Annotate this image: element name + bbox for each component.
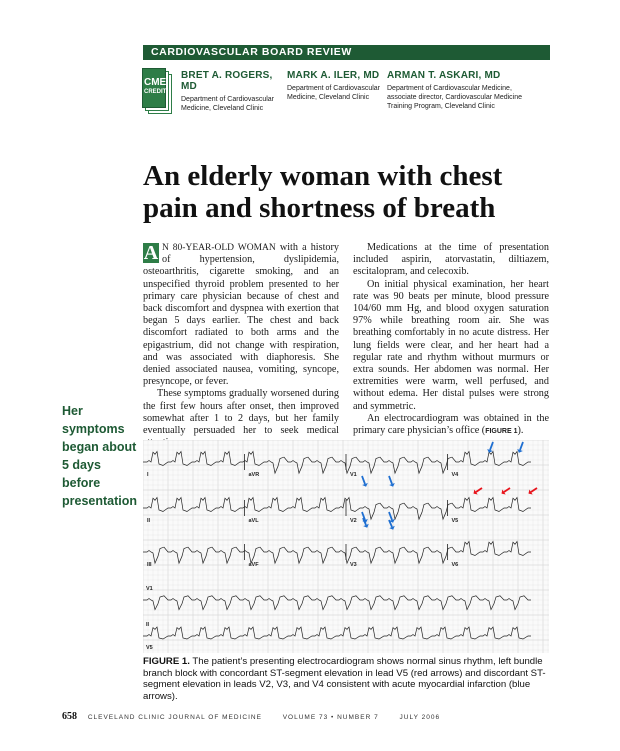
page-footer bbox=[62, 711, 562, 722]
lead-label: aVF bbox=[248, 562, 259, 568]
lead-in: N 80-YEAR-OLD WOMAN bbox=[162, 243, 276, 253]
ecg-figure bbox=[143, 440, 549, 653]
lead-label: I bbox=[147, 472, 149, 478]
lead-label: V3 bbox=[350, 562, 357, 568]
credit-label: CREDIT bbox=[144, 89, 167, 95]
lead-label: V4 bbox=[451, 472, 459, 478]
caption-text: The patient’s presenting electrocardiogram shows normal sinus rhythm, left bundle branch block with concordant ST-segment elevation in lead V5 (red arrows) and discordant ST-segment elevation in leads V2, V3, and V4 consistent with acute myocardial infarction (blue arrows). bbox=[143, 656, 546, 702]
lead-label: V5 bbox=[146, 645, 153, 651]
paragraph bbox=[353, 413, 549, 438]
cme-label: CME bbox=[144, 77, 167, 88]
left-column bbox=[143, 242, 339, 449]
section-banner: CARDIOVASCULAR BOARD REVIEW bbox=[143, 45, 550, 60]
lead-label: V1 bbox=[146, 586, 153, 592]
issue-date: JULY 2006 bbox=[399, 714, 441, 721]
figure-reference[interactable]: FIGURE 1 bbox=[485, 428, 518, 436]
paragraph-text: with a history of hypertension, dyslipidemia, osteoarthritis, cigarette smoking, and an unspecified thyroid problem presented to her primary care physician because of chest and back discomfort and dyspnea with exertion that began 5 days earlier. The chest and back discomfort radiated to both arms and the epigastrium, did not change with respiration, and was associated with diaphoresis. She denied associated nausea, vomiting, syncope, presyncope, or fever. bbox=[143, 242, 339, 388]
author-name: ARMAN T. ASKARI, MD bbox=[387, 70, 501, 81]
paragraph-text: An electrocardiogram was obtained in the primary care physician’s office ( bbox=[353, 412, 549, 437]
pull-quote: Her symptoms began about 5 days before presentation bbox=[62, 404, 138, 508]
paragraph: Medications at the time of presentation included aspirin, atorvastatin, diltiazem, escitalopram, and celecoxib. bbox=[353, 242, 549, 278]
volume-info: VOLUME 73 • NUMBER 7 bbox=[282, 714, 379, 721]
lead-label: V5 bbox=[451, 518, 459, 524]
author-1 bbox=[181, 70, 281, 113]
paragraph bbox=[143, 242, 339, 388]
right-column bbox=[353, 242, 549, 438]
lead-label: V6 bbox=[451, 562, 459, 568]
author-2 bbox=[287, 70, 382, 102]
figure-label: FIGURE 1. bbox=[143, 656, 190, 667]
paragraph: On initial physical examination, her heart rate was 90 beats per minute, blood pressure 104/60 mm Hg, and blood oxygen saturation 97% while breathing room air. She was breathing comfortably in no acute distress. Her lung fields were clear, and her heart had a regular rate and rhythm without murmurs or extra sounds. Her abdomen was normal. Her extremities were warm, well perfused, and without edema. Her distal pulses were strong and symmetric. bbox=[353, 278, 549, 412]
journal-name: CLEVELAND CLINIC JOURNAL OF MEDICINE bbox=[87, 714, 262, 721]
lead-label: II bbox=[146, 622, 150, 628]
lead-label: III bbox=[147, 562, 152, 568]
lead-label: aVR bbox=[248, 472, 260, 478]
paragraph: These symptoms gradually worsened during the first few hours after onset, then improved somewhat after 1 to 2 days, but her family eventually persuaded her to seek medical bbox=[143, 388, 339, 437]
lead-label: V1 bbox=[350, 472, 357, 478]
lead-label: II bbox=[147, 518, 151, 524]
article-title: An elderly woman with chest pain and shortness of breath bbox=[143, 160, 503, 224]
lead-label: aVL bbox=[248, 518, 259, 524]
author-3 bbox=[387, 70, 537, 111]
paragraph-text: ). bbox=[517, 425, 524, 437]
lead-label: V2 bbox=[350, 518, 357, 524]
cme-credit-badge bbox=[142, 68, 172, 116]
author-affiliation: Department of Cardiovascular Medicine, associate director, Cardiovascular Medicine Training Program, Cleveland Clinic bbox=[387, 85, 523, 110]
author-affiliation: Department of Cardiovascular Medicine, Cleveland Clinic bbox=[181, 96, 274, 112]
author-affiliation: Department of Cardiovascular Medicine, Cleveland Clinic bbox=[287, 85, 380, 101]
figure-caption bbox=[143, 656, 549, 702]
author-name: MARK A. ILER, MD bbox=[287, 70, 380, 81]
page-number: 658 bbox=[62, 711, 77, 722]
drop-cap: A bbox=[143, 242, 159, 264]
author-name: BRET A. ROGERS, MD bbox=[181, 70, 273, 92]
